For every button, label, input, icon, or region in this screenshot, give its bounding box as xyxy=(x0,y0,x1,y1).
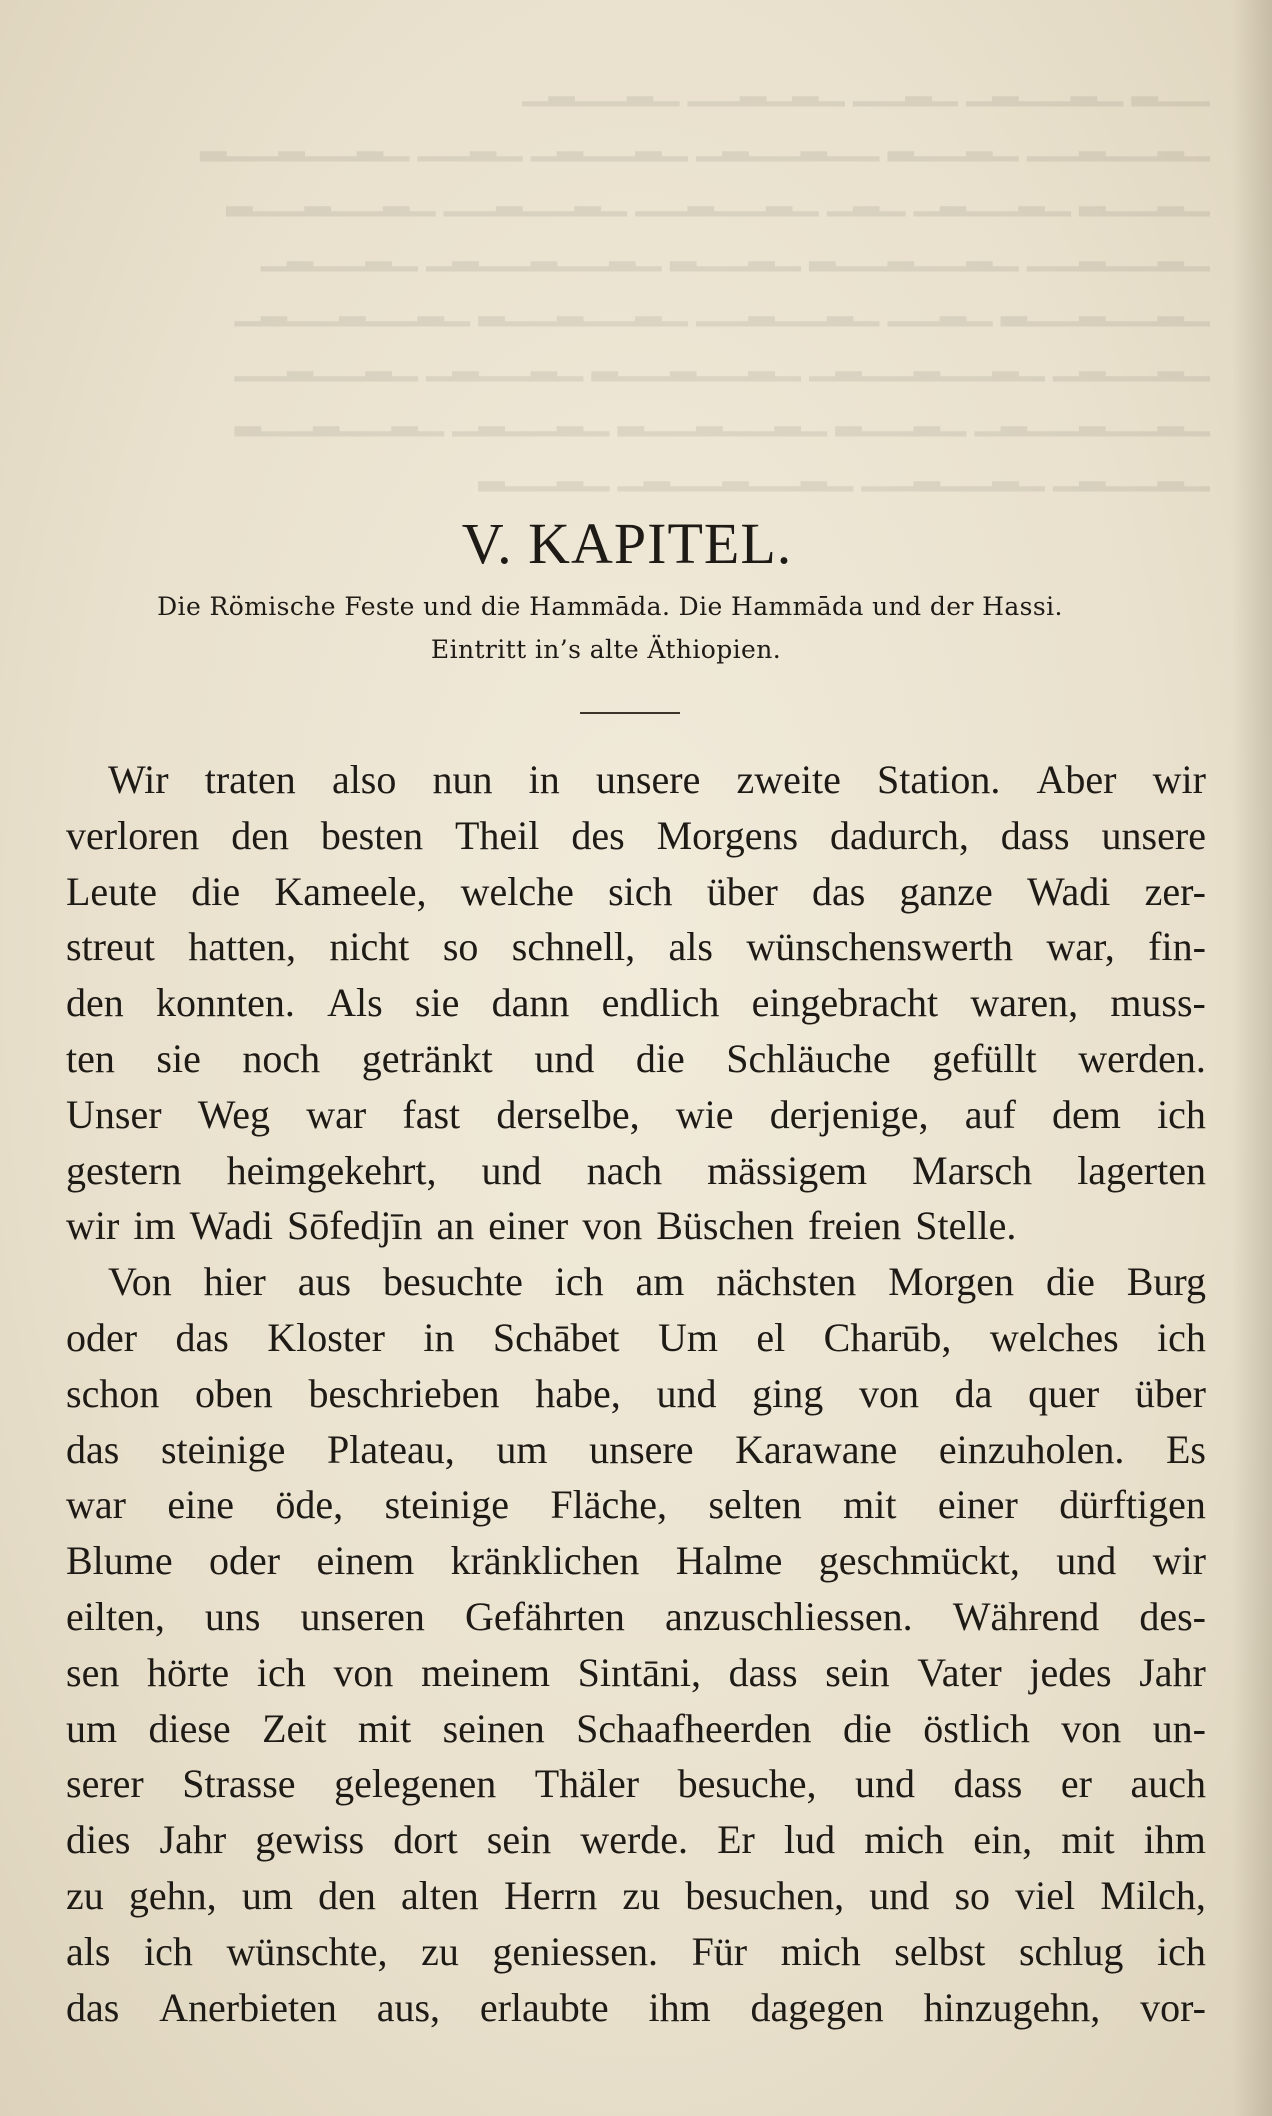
text-line: eilten, uns unseren Gefährten anzuschliessen. Während des- xyxy=(66,1593,1206,1639)
text-line: oder das Kloster in Schābet Um el Charūb, welches ich xyxy=(66,1314,1206,1360)
text-line: serer Strasse gelegenen Thäler besuche, und dass er auch xyxy=(66,1761,1206,1807)
text-line: als ich wünschte, zu geniessen. Für mich selbst schlug ich xyxy=(66,1928,1206,1974)
text-line: schon oben beschrieben habe, und ging von da quer über xyxy=(66,1370,1206,1416)
chapter-subtitle-line-2: Eintritt in’s alte Äthiopien. xyxy=(430,635,782,664)
text-line: den konnten. Als sie dann endlich eingebracht waren, muss- xyxy=(66,980,1206,1026)
text-line: sen hörte ich von meinem Sintāni, dass sein Vater jedes Jahr xyxy=(66,1649,1206,1695)
text-line: Von hier aus besuchte ich am nächsten Morgen die Burg xyxy=(108,1259,1206,1305)
page-edge-shadow xyxy=(1232,0,1272,2116)
text-line: Wir traten also nun in unsere zweite Station. Aber wir xyxy=(108,757,1206,802)
text-line: um diese Zeit mit seinen Schaafheerden die östlich von un- xyxy=(66,1705,1206,1751)
text-line: gestern heimgekehrt, und nach mässigem Marsch lagerten xyxy=(66,1147,1206,1193)
paragraph xyxy=(66,752,1206,1254)
text-line: verloren den besten Theil des Morgens dadurch, dass unsere xyxy=(66,812,1206,858)
body-text xyxy=(66,752,1206,2035)
text-line: dies Jahr gewiss dort sein werde. Er lud mich ein, mit ihm xyxy=(66,1817,1206,1863)
chapter-subtitle-line-1: Die Römische Feste und die Hammāda. Die Hammāda und der Hassi. xyxy=(157,592,1063,621)
text-line: Leute die Kameele, welche sich über das ganze Wadi zer- xyxy=(66,868,1206,914)
text-line: streut hatten, nicht so schnell, als wünschenswerth war, fin- xyxy=(66,924,1206,970)
text-line: war eine öde, steinige Fläche, selten mit einer dürftigen xyxy=(66,1482,1206,1528)
text-line: das Anerbieten aus, erlaubte ihm dagegen hinzugehn, vor- xyxy=(66,1984,1206,2030)
chapter-title: V. KAPITEL. xyxy=(461,511,793,576)
text-line: ten sie noch getränkt und die Schläuche gefüllt werden. xyxy=(66,1035,1206,1081)
text-line: Unser Weg war fast derselbe, wie derjenige, auf dem ich xyxy=(66,1091,1206,1137)
text-line: zu gehn, um den alten Herrn zu besuchen, und so viel Milch, xyxy=(66,1872,1206,1918)
text-line: wir im Wadi Sōfedjīn an einer von Büschen freien Stelle. xyxy=(66,1203,1017,1249)
text-line: das steinige Plateau, um unsere Karawane einzuholen. Es xyxy=(66,1426,1206,1472)
paragraph xyxy=(66,1254,1206,2035)
text-line: Blume oder einem kränklichen Halme geschmückt, und wir xyxy=(66,1538,1206,1584)
show-through-texture: ▁▁▂ ▁▂▁▁▂▁ ▁▂▁▁ ▁▂▁▂▁▁ ▁▂▁▁▂▁ ▁▂▁▁▂▁▁ ▁▂▁▁▂ ▁▁▂▁▁▂▁ ▁▂▁▁▂▁ ▁▂▁▁ ▁▂▁▁▂▁▁▂ ▁▂▁▁▂ ▁▂▁▁▂▁ ▁▂▁ ▁▂▁▁▂▁▁ ▁▂▁▁▂▁▁ ▁▂▁▁▂▁▁▂ ▁▂▁▁▂▁▁ ▁▂▁▁▂▁▁▂ ▁▂▁▁▂ ▁▂▁▁▂▁▁▂▁ ▁▂▁▁▂▁ ▁▂▁▁▂▁▁▂ ▁▂▁▁ ▁▂▁▁▂▁▁ ▁▂▁▁▂▁▁▂ ▁▂▁▁▂▁▁▂▁ ▁▂▁▁▂▁ ▁▂▁▁▂▁▁▂▁ ▁▂▁▁▂▁▁▂ ▁▂▁▁▂▁ ▁▂▁▁▂▁▁ ▁▂▁▁▂▁▁▂▁ ▁▂▁▁▂ ▁▂▁▁▂▁▁▂ ▁▂▁▁▂▁ ▁▂▁▁▂▁▁▂ ▁▂▁▁▂▁ ▁▂▁▁▂▁▁ ▁▂▁▁▂▁▁▂▁ ▁▂▁▁▂ xyxy=(200,69,1210,491)
section-divider-rule xyxy=(580,712,680,714)
